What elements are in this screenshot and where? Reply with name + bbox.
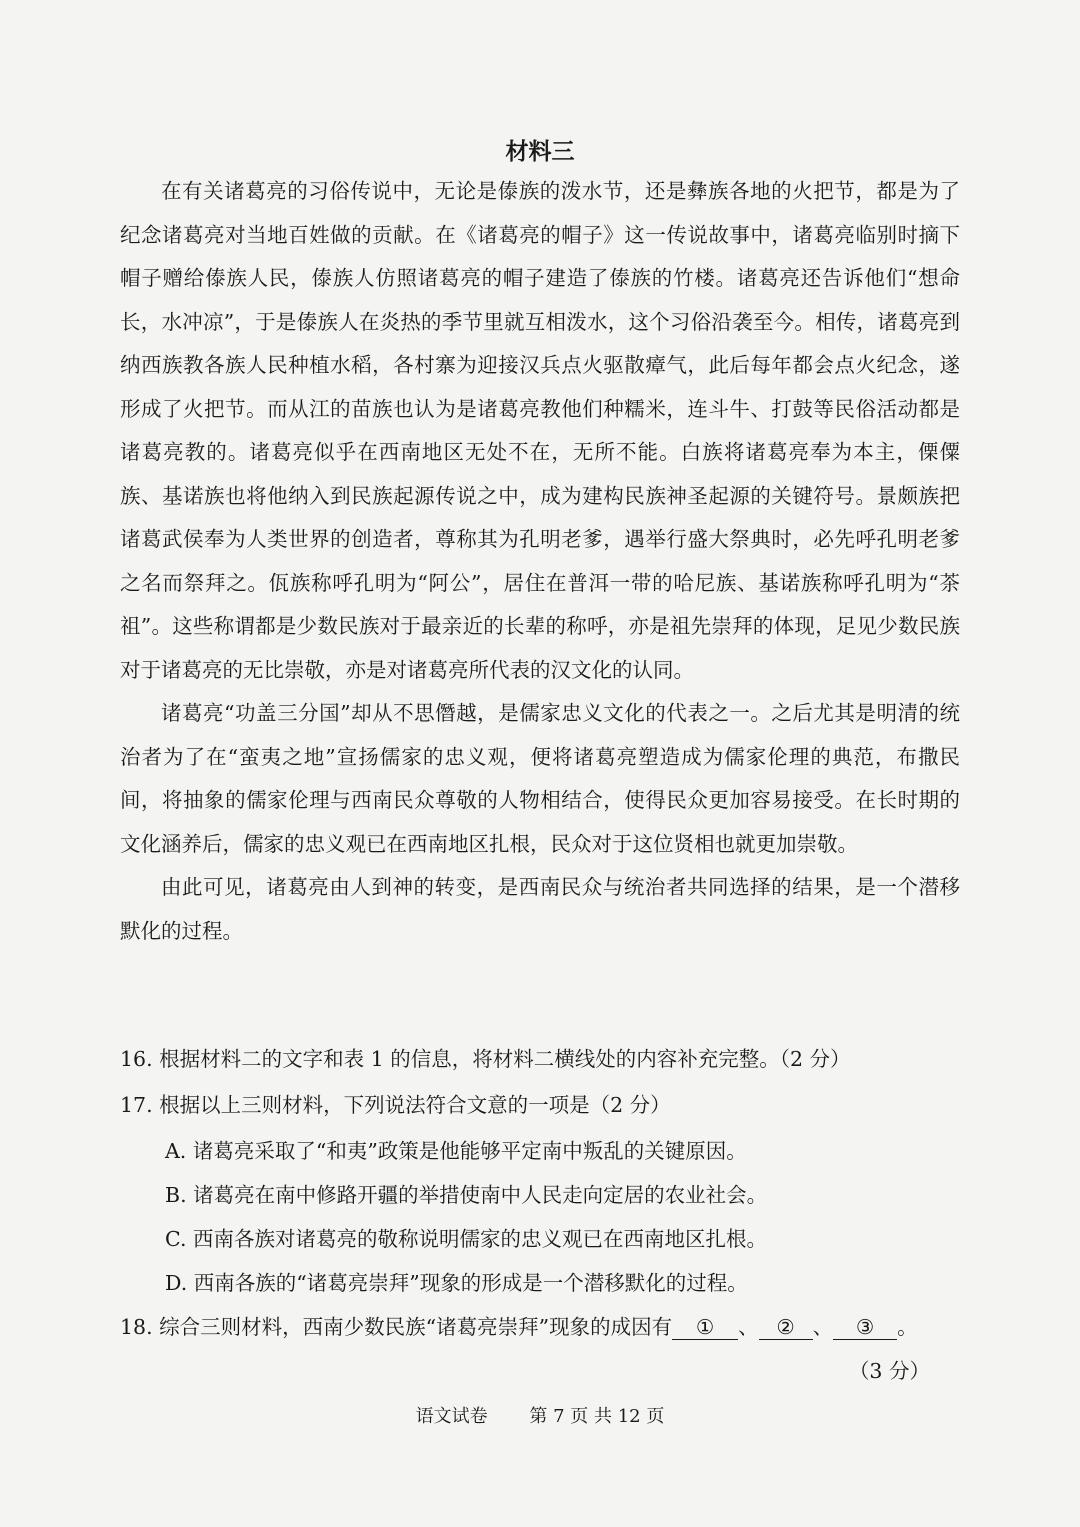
question-18	[120, 1310, 918, 1340]
footer-subject: 语文试卷	[415, 1406, 488, 1427]
material-three-body	[120, 170, 960, 953]
option-a: A. 诸葛亮采取了“和夷”政策是他能够平定南中叛乱的关键原因。	[165, 1139, 747, 1163]
question-18-text: 18. 综合三则材料，西南少数民族“诸葛亮崇拜”现象的成因有	[120, 1315, 673, 1339]
paragraph-1: 在有关诸葛亮的习俗传说中，无论是傣族的泼水节，还是彝族各地的火把节，都是为了纪念诸葛亮对当地百姓做的贡献。在《诸葛亮的帽子》这一传说故事中，诸葛亮临别时摘下帽子赠给傣族人民，傣族人仿照诸葛亮的帽子建造了傣族的竹楼。诸葛亮还告诉他们“想命长，水冲凉”，于是傣族人在炎热的季节里就互相泼水，这个习俗沿袭至今。相传，诸葛亮到纳西族教各族人民种植水稻，各村寨为迎接汉兵点火驱散瘴气，此后每年都会点火纪念，遂形成了火把节。而从江的苗族也认为是诸葛亮教他们种糯米，连斗牛、打鼓等民俗活动都是诸葛亮教的。诸葛亮似乎在西南地区无处不在，无所不能。白族将诸葛亮奉为本主，傈僳族、基诺族也将他纳入到民族起源传说之中，成为建构民族神圣起源的关键符号。景颇族把诸葛武侯奉为人类世界的创造者，尊称其为孔明老爹，遇举行盛大祭典时，必先呼孔明老爹之名而祭拜之。佤族称呼孔明为“阿公”，居住在普洱一带的哈尼族、基诺族称呼孔明为“茶祖”。这些称谓都是少数民族对于最亲近的长辈的称呼，亦是祖先崇拜的体现，足见少数民族对于诸葛亮的无比崇敬，亦是对诸葛亮所代表的汉文化的认同。	[120, 179, 960, 682]
option-d: D. 西南各族的“诸葛亮崇拜”现象的形成是一个潜移默化的过程。	[165, 1271, 748, 1295]
separator-1: 、	[738, 1315, 759, 1339]
question-18-score: （3 分）	[848, 1359, 930, 1383]
question-17: 17. 根据以上三则材料，下列说法符合文意的一项是（2 分）	[120, 1093, 671, 1117]
answer-blank-2[interactable]: ②	[759, 1315, 813, 1340]
question-18-end: 。	[897, 1315, 918, 1339]
question-16: 16. 根据材料二的文字和表 1 的信息，将材料二横线处的内容补充完整。（2 分）	[120, 1047, 851, 1071]
answer-blank-1[interactable]: ①	[672, 1315, 738, 1340]
option-c: C. 西南各族对诸葛亮的敬称说明儒家的忠义观已在西南地区扎根。	[165, 1227, 767, 1251]
separator-2: 、	[812, 1315, 834, 1339]
answer-blank-3[interactable]: ③	[833, 1315, 897, 1340]
page-footer	[0, 1402, 1080, 1428]
paragraph-2: 诸葛亮“功盖三分国”却从不思僭越，是儒家忠义文化的代表之一。之后尤其是明清的统治者为了在“蛮夷之地”宣扬儒家的忠义观，便将诸葛亮塑造成为儒家伦理的典范，布撒民间，将抽象的儒家伦理与西南民众尊敬的人物相结合，使得民众更加容易接受。在长时期的文化涵养后，儒家的忠义观已在西南地区扎根，民众对于这位贤相也就更加崇敬。	[120, 701, 960, 856]
option-b: B. 诸葛亮在南中修路开疆的举措使南中人民走向定居的农业社会。	[165, 1183, 768, 1207]
section-title: 材料三	[505, 138, 575, 165]
paragraph-3: 由此可见，诸葛亮由人到神的转变，是西南民众与统治者共同选择的结果，是一个潜移默化的过程。	[120, 875, 960, 943]
footer-page-number: 第 7 页 共 12 页	[529, 1406, 665, 1427]
